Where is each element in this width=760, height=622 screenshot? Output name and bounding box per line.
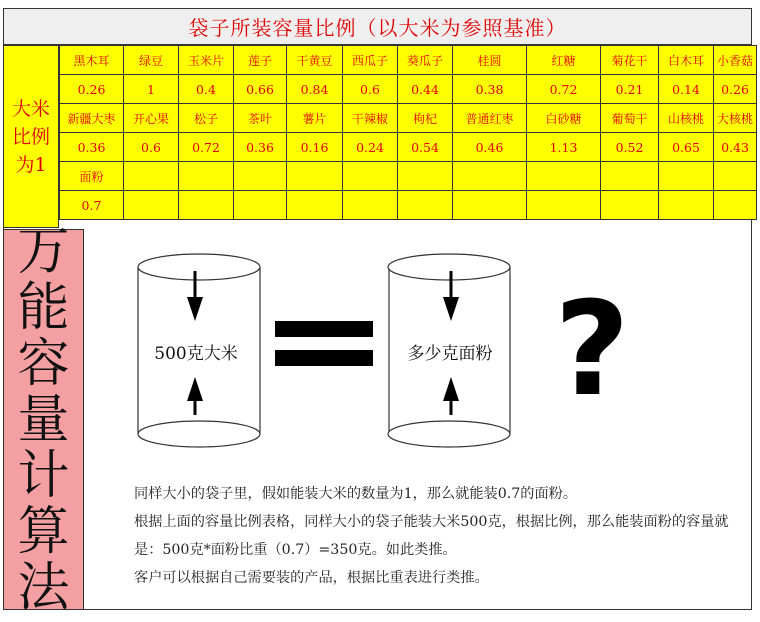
product-name-cell: 白砂糖 (527, 104, 601, 133)
explanation-paragraph: 根据上面的容量比例表格，同样大小的袋子能装大米500克，根据比例，那么能装面粉的容量就是：500克*面粉比重（0.7）=350克。如此类推。 (134, 514, 729, 558)
ratio-value-cell: 0.21 (601, 75, 659, 104)
flour-bag-label: 多少克面粉 (407, 344, 493, 364)
ratio-value-cell: 0.46 (453, 133, 527, 162)
ratio-value-cell: 0.54 (398, 133, 453, 162)
ratio-value-cell (527, 191, 601, 220)
product-name-cell: 松子 (179, 104, 234, 133)
page-title: 袋子所装容量比例（以大米为参照基准） (3, 8, 752, 45)
ratio-value-cell (714, 191, 757, 220)
ratio-value-cell: 0.16 (287, 133, 343, 162)
product-name-cell (124, 162, 179, 191)
ratio-value-cell: 0.6 (124, 133, 179, 162)
ratio-value-cell: 0.36 (234, 133, 287, 162)
ratio-value-cell: 0.52 (601, 133, 659, 162)
product-name-cell (659, 162, 714, 191)
product-name-cell (398, 162, 453, 191)
product-name-cell: 茶叶 (234, 104, 287, 133)
product-name-cell: 枸杞 (398, 104, 453, 133)
method-title-char: 法 (17, 557, 70, 618)
explanation-paragraph: 同样大小的袋子里，假如能装大米的数量为1，那么就能装0.7的面粉。 (134, 486, 578, 502)
product-name-cell (601, 162, 659, 191)
capacity-diagram (84, 229, 752, 469)
method-title-char: 算 (17, 501, 70, 562)
ratio-value-cell (234, 191, 287, 220)
universal-capacity-method-title (3, 221, 84, 618)
equals-sign (275, 321, 373, 366)
ratio-table-value-row (60, 191, 757, 220)
flour-bag-cylinder (388, 254, 510, 447)
rice-bag-cylinder (138, 254, 260, 447)
ratio-value-cell (398, 191, 453, 220)
method-title-char: 万 (17, 221, 70, 282)
ratio-value-cell (659, 191, 714, 220)
product-name-cell: 白木耳 (659, 46, 714, 75)
ratio-table (59, 45, 757, 220)
ratio-table-name-row (60, 46, 757, 75)
ratio-value-cell: 0.38 (453, 75, 527, 104)
ratio-value-cell: 0.65 (659, 133, 714, 162)
explanation-paragraph: 客户可以根据自己需要装的产品，根据比重表进行类推。 (134, 570, 489, 586)
method-title-char: 能 (17, 277, 70, 338)
product-name-cell (453, 162, 527, 191)
method-title-char: 量 (17, 389, 70, 450)
ratio-value-cell: 0.72 (179, 133, 234, 162)
up-arrow-icon (443, 377, 459, 415)
product-name-cell: 西瓜子 (343, 46, 398, 75)
product-name-cell: 薯片 (287, 104, 343, 133)
ratio-table-value-row (60, 75, 757, 104)
product-name-cell: 新疆大枣 (60, 104, 124, 133)
product-name-cell: 大核桃 (714, 104, 757, 133)
rice-ratio-label-line: 为1 (15, 153, 47, 176)
ratio-table-name-row (60, 104, 757, 133)
explanation-text (134, 480, 746, 592)
rice-ratio-label-line: 比例 (11, 125, 50, 148)
ratio-table-value-row (60, 133, 757, 162)
ratio-value-cell: 0.14 (659, 75, 714, 104)
product-name-cell: 葵瓜子 (398, 46, 453, 75)
product-name-cell (343, 162, 398, 191)
product-name-cell: 干黄豆 (287, 46, 343, 75)
ratio-value-cell: 1 (124, 75, 179, 104)
ratio-value-cell (343, 191, 398, 220)
ratio-value-cell: 0.72 (527, 75, 601, 104)
product-name-cell (714, 162, 757, 191)
product-name-cell: 桂圆 (453, 46, 527, 75)
product-name-cell (527, 162, 601, 191)
ratio-value-cell: 0.24 (343, 133, 398, 162)
ratio-value-cell: 0.84 (287, 75, 343, 104)
ratio-value-cell (601, 191, 659, 220)
product-name-cell: 面粉 (60, 162, 124, 191)
product-name-cell: 干辣椒 (343, 104, 398, 133)
ratio-value-cell: 0.44 (398, 75, 453, 104)
ratio-value-cell: 0.26 (714, 75, 757, 104)
ratio-value-cell: 0.26 (60, 75, 124, 104)
ratio-value-cell (453, 191, 527, 220)
method-title-char: 容 (17, 333, 70, 394)
product-name-cell: 开心果 (124, 104, 179, 133)
rice-ratio-label (3, 45, 59, 228)
up-arrow-icon (187, 377, 203, 415)
ratio-value-cell: 0.66 (234, 75, 287, 104)
product-name-cell: 红糖 (527, 46, 601, 75)
product-name-cell (179, 162, 234, 191)
ratio-value-cell (179, 191, 234, 220)
ratio-value-cell (124, 191, 179, 220)
product-name-cell: 绿豆 (124, 46, 179, 75)
ratio-value-cell: 0.4 (179, 75, 234, 104)
ratio-value-cell: 0.7 (60, 191, 124, 220)
method-title-char: 计 (17, 445, 70, 506)
product-name-cell: 玉米片 (179, 46, 234, 75)
ratio-table-name-row (60, 162, 757, 191)
ratio-value-cell: 1.13 (527, 133, 601, 162)
product-name-cell: 葡萄干 (601, 104, 659, 133)
product-name-cell: 小香菇 (714, 46, 757, 75)
product-name-cell: 普通红枣 (453, 104, 527, 133)
ratio-value-cell: 0.43 (714, 133, 757, 162)
product-name-cell: 山核桃 (659, 104, 714, 133)
ratio-value-cell: 0.36 (60, 133, 124, 162)
ratio-value-cell (287, 191, 343, 220)
product-name-cell: 莲子 (234, 46, 287, 75)
rice-ratio-label-line: 大米 (11, 97, 50, 120)
ratio-value-cell: 0.6 (343, 75, 398, 104)
product-name-cell: 菊花干 (601, 46, 659, 75)
product-name-cell (287, 162, 343, 191)
product-name-cell: 黑木耳 (60, 46, 124, 75)
question-mark-icon: ? (554, 273, 630, 425)
product-name-cell (234, 162, 287, 191)
rice-bag-label: 500克大米 (154, 344, 238, 364)
